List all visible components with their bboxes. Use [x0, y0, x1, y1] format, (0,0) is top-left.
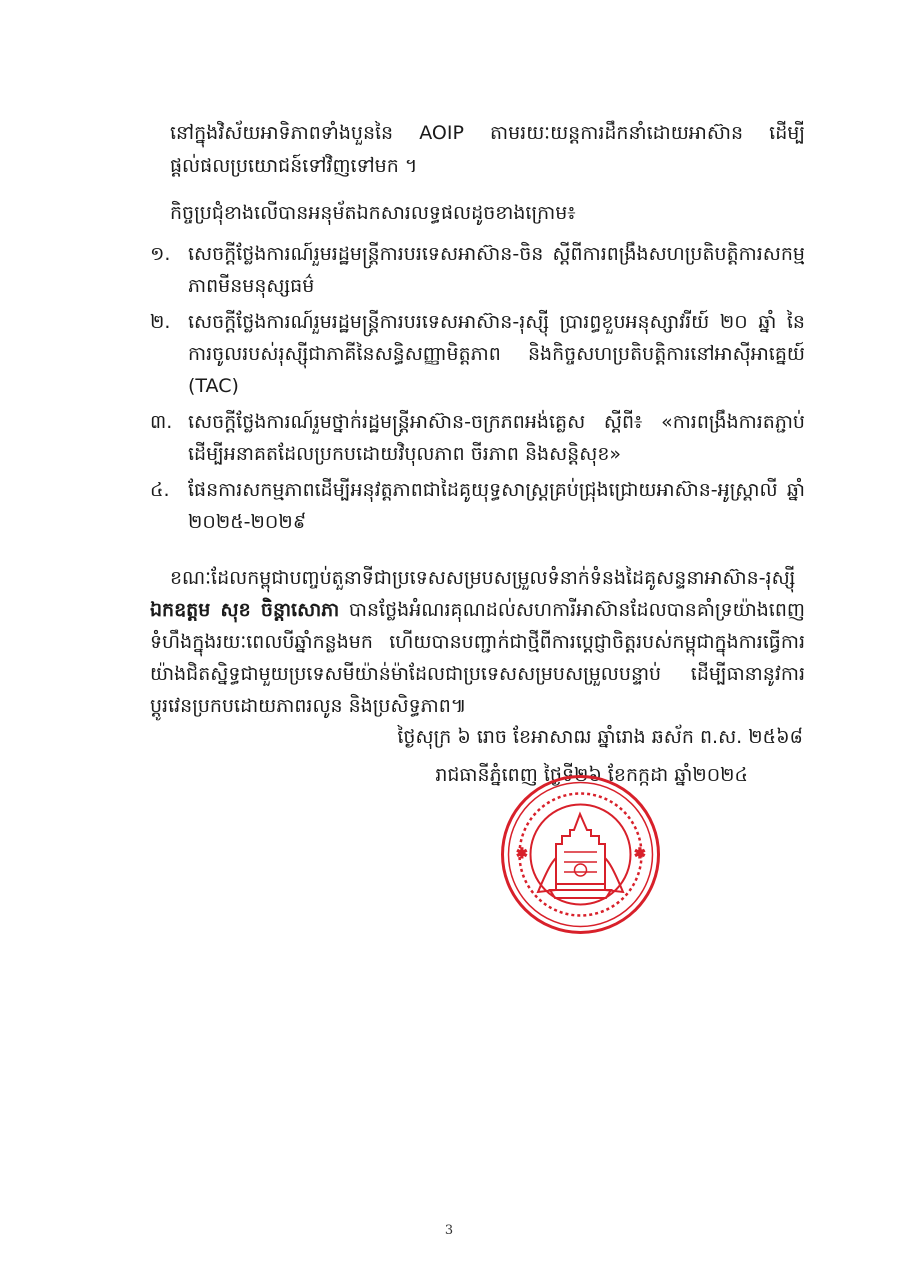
list-item-text: សេចក្តីថ្លែងការណ៍រួមរដ្ឋមន្ត្រីការបរទេសអាស៊ាន-ចិន ស្តីពីការពង្រឹងសហប្រតិបត្តិការសកម្មភាពមីនមនុស្សធម៌ — [188, 243, 805, 297]
outcomes-intro: កិច្ចប្រជុំខាងលើបានអនុម័តឯកសារលទ្ធផលដូចខាងក្រោម៖ — [170, 202, 576, 224]
list-item — [150, 238, 805, 302]
solar-date: រាជធានីភ្នំពេញ ថ្ងៃទី២៦ ខែកក្កដា ឆ្នាំ២០២៤ — [435, 764, 748, 786]
list-item-text: សេចក្តីថ្លែងការណ៍រួមរដ្ឋមន្ត្រីការបរទេសអាស៊ាន-រុស្ស៊ី ប្រារព្ធខួបអនុស្សាវរីយ៍ ២០ ឆ្នាំ នៃការចូលរបស់រុស្ស៊ីជាភាគីនៃសន្ធិសញ្ញាមិត្តភាព និងកិច្ចសហប្រតិបត្តិការនៅអាស៊ីអាគ្នេយ៍ (TAC) — [188, 311, 805, 397]
list-item-text: សេចក្តីថ្លែងការណ៍រួមថ្នាក់រដ្ឋមន្ត្រីអាស៊ាន-ចក្រភពអង់គ្លេស ស្តីពី៖ «ការពង្រឹងការតភ្ជាប់ដើម្បីអនាគតដែលប្រកបដោយវិបុលភាព ចីរភាព និងសន្តិសុខ» — [188, 411, 805, 465]
minister-name: ឯកឧត្តម សុខ ចិន្តាសោភា — [150, 599, 340, 621]
intro-paragraph-continuation: នៅក្នុងវិស័យអាទិភាពទាំងបួននៃ AOIP តាមរយៈយន្តការដឹកនាំដោយអាស៊ាន ដើម្បីផ្តល់ផលប្រយោជន៍ទៅវិញទៅមក ។ — [170, 122, 805, 177]
list-item — [150, 306, 805, 402]
closing-text-after-name: បានថ្លែងអំណរគុណដល់សហការីអាស៊ានដែលបានគាំទ្រយ៉ាងពេញទំហឹងក្នុងរយៈពេលបីឆ្នាំកន្លងមក ហើយបានបញ្ជាក់ជាថ្មីពីការប្តេជ្ញាចិត្តរបស់កម្ពុជាក្នុងការធ្វើការយ៉ាងជិតស្និទ្ធជាមួយប្រទេសមីយ៉ាន់ម៉ាដែលជាប្រទេសសម្របសម្រួលបន្ទាប់ ដើម្បីធានានូវការប្តូរវេនប្រកបដោយភាពរលូន និងប្រសិទ្ធភាព៕ — [150, 599, 805, 717]
lunar-date: ថ្ងៃសុក្រ ៦ រោច ខែអាសាឍ ឆ្នាំរោង ឆស័ក ព.ស. ២៥៦៨ — [397, 726, 803, 748]
list-item-number: ៣. — [150, 411, 173, 433]
list-item-number: ១. — [150, 243, 171, 265]
svg-text:✱: ✱ — [516, 846, 528, 862]
list-item-number: ៤. — [150, 479, 170, 501]
page-number: 3 — [444, 1223, 454, 1238]
list-item — [150, 474, 805, 538]
list-item — [150, 406, 805, 470]
list-item-text: ផែនការសកម្មភាពដើម្បីអនុវត្តភាពជាដៃគូយុទ្ធសាស្ត្រគ្រប់ជ្រុងជ្រោយអាស៊ាន-អូស្ត្រាលី ឆ្នាំ ២០២៥-២០២៩ — [188, 479, 805, 533]
outcome-list — [150, 238, 805, 542]
svg-text:✱: ✱ — [634, 846, 646, 862]
official-seal-icon — [498, 772, 663, 937]
closing-paragraph — [150, 562, 805, 722]
list-item-number: ២. — [150, 311, 171, 333]
closing-text-before-name: ខណៈដែលកម្ពុជាបញ្ចប់តួនាទីជាប្រទេសសម្របសម្រួលទំនាក់ទំនងដៃគូសន្ទនាអាស៊ាន-រុស្ស៊ី — [170, 567, 796, 589]
